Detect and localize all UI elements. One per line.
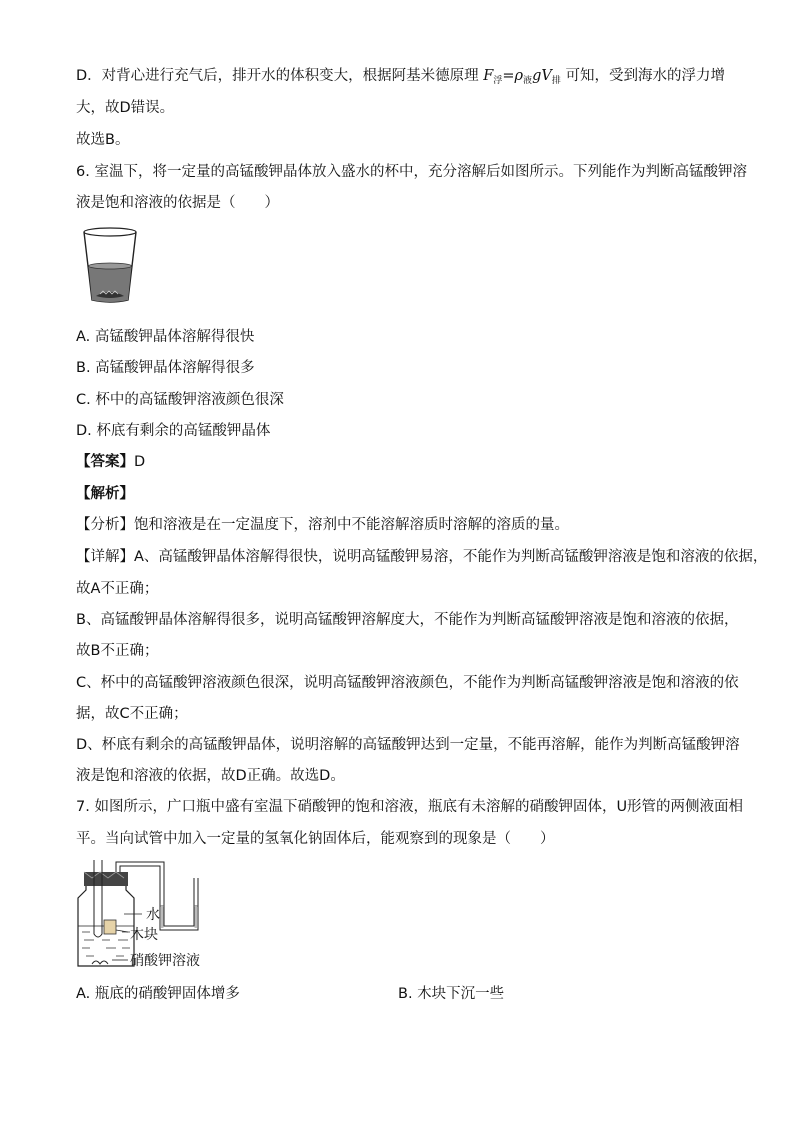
analysis-detail-b1: B、高锰酸钾晶体溶解得很多，说明高锰酸钾溶解度大，不能作为判断高锰酸钾溶液是饱和溶液的依据， <box>76 612 739 628</box>
q7-stem-line1: 7. 如图所示，广口瓶中盛有室温下硝酸钾的饱和溶液，瓶底有未溶解的硝酸钾固体，U形管的两侧液面相 <box>76 799 744 815</box>
formula-rho-sub: 液 <box>523 76 533 86</box>
q7-option-a: A. 瓶底的硝酸钾固体增多 <box>76 986 240 1002</box>
q6-option-c: C. 杯中的高锰酸钾溶液颜色很深 <box>76 392 284 408</box>
fig-label-water: 水 <box>146 907 160 923</box>
analysis-detail-a1: 【详解】A、高锰酸钾晶体溶解得很快，说明高锰酸钾易溶，不能作为判断高锰酸钾溶液是饱和溶液的依据， <box>76 549 768 565</box>
fig-label-wood: 木块 <box>130 927 158 943</box>
answer-tag: 【答案】 <box>76 454 134 470</box>
formula-g: g <box>532 68 542 84</box>
analysis-fenxi: 【分析】饱和溶液是在一定温度下，溶剂中不能溶解溶质时溶解的溶质的量。 <box>76 517 569 533</box>
q6-stem-line1: 6. 室温下，将一定量的高锰酸钾晶体放入盛水的杯中，充分溶解后如图所示。下列能作为判断高锰酸钾溶 <box>76 164 747 180</box>
formula-V: V <box>541 68 552 84</box>
q6-option-d: D. 杯底有剩余的高锰酸钾晶体 <box>76 423 271 439</box>
q6-option-a: A. 高锰酸钾晶体溶解得很快 <box>76 329 255 345</box>
q5-line1-b: 可知，受到海水的浮力增 <box>565 68 725 84</box>
q5-line3: 故选B。 <box>76 132 130 148</box>
answer-line <box>76 452 145 472</box>
analysis-detail-a2: 故A不正确； <box>76 581 159 597</box>
formula-rho: ρ <box>514 68 524 84</box>
q6-stem-line2: 液是饱和溶液的依据是（ ） <box>76 195 279 211</box>
answer-value: D <box>134 454 146 470</box>
formula-F-sub: 浮 <box>493 76 503 86</box>
beaker-figure <box>80 226 142 306</box>
q5-line1-a: D．对背心进行充气后，排开水的体积变大，根据阿基米德原理 <box>76 68 479 84</box>
q5-line2: 大，故D错误。 <box>76 100 175 116</box>
analysis-detail-d2: 液是饱和溶液的依据，故D正确。故选D。 <box>76 768 345 784</box>
q7-option-b: B. 木块下沉一些 <box>398 986 505 1002</box>
q6-option-b: B. 高锰酸钾晶体溶解得很多 <box>76 360 255 376</box>
q5-line1 <box>76 66 725 91</box>
analysis-detail-d1: D、杯底有剩余的高锰酸钾晶体，说明溶解的高锰酸钾达到一定量，不能再溶解，能作为判断高锰酸钾溶 <box>76 737 740 753</box>
analysis-tag: 【解析】 <box>76 486 134 502</box>
formula-F: F <box>483 68 494 84</box>
analysis-detail-b2: 故B不正确； <box>76 643 159 659</box>
q7-stem-line2: 平。当向试管中加入一定量的氢氧化钠固体后，能观察到的现象是（ ） <box>76 831 555 847</box>
fig-label-solution: 硝酸钾溶液 <box>130 953 200 969</box>
analysis-detail-c1: C、杯中的高锰酸钾溶液颜色很深，说明高锰酸钾溶液颜色，不能作为判断高锰酸钾溶液是饱和溶液的依 <box>76 675 739 691</box>
formula-V-sub: 排 <box>551 76 561 86</box>
formula-eq: = <box>502 68 515 84</box>
analysis-detail-c2: 据，故C不正确； <box>76 706 188 722</box>
